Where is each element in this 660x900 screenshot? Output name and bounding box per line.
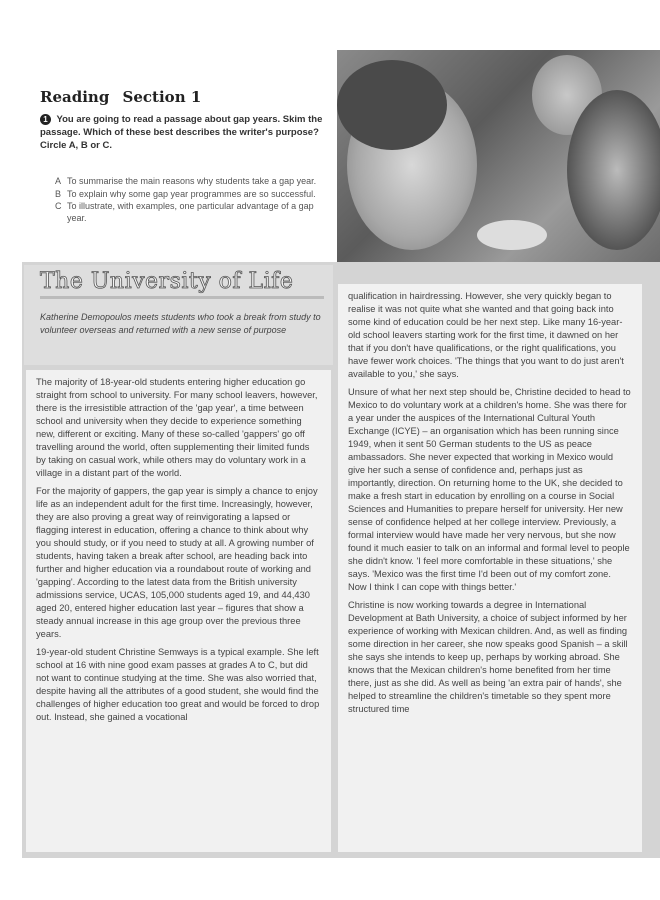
- article-standfirst: Katherine Demopoulos meets students who took a break from study to volunteer overseas and returned with a new sense of purpose: [40, 312, 321, 335]
- question-number-badge: 1: [40, 114, 51, 125]
- students-photo: [337, 50, 660, 266]
- paragraph: Unsure of what her next step should be, Christine decided to head to Mexico to do voluntary work at a children's home. She was there for a year under the auspices of the International Cultural Youth Exchange (ICYE) – an organisation which has been running since 1949, when it sent 50 German students to the US as peace ambassadors. She never expected that working in Mexico would give her such a sense of confidence and, perhaps just as importantly, direction. On returning home to the UK, she decided to make a fresh start in education by enrolling on a course in Social Sciences and Humanities to prepare herself for university. Her new sense of confidence helped at her college interview. Previously, a formal interview would have made her very nervous, but she now found it much easier to talk on an informal and formal level to people she didn't know. 'I feel more comfortable in these situations,' she says. 'Mexico was the first time I'd been out of my comfort zone. Now I think I can cope with things better.': [348, 387, 631, 592]
- paragraph: The majority of 18-year-old students entering higher education go straight from school to university. For many school leavers, however, there is the irresistible attraction of the 'gap year', a time between school and university when they decide to experience something new, different or exciting. Many of these so-called 'gappers' go off travelling around the world, often supplementing their limited funds by taking on casual work, while others may do voluntary work in a village in a distant part of the world.: [36, 377, 318, 478]
- section-heading: [40, 88, 209, 106]
- option-letter: B: [55, 188, 62, 199]
- paragraph: For the majority of gappers, the gap year is simply a chance to enjoy life as an independent adult for the first time. Increasingly, however, they are also proving a great way of reinvigorating a lapsed or flagging interest in education, offering a chance to think about why you should study, or if you need to study at all. A growing number of students, having taken a break after school, are heading back into further and higher education via a roundabout route of working and 'gapping'. According to the latest data from the British university admissions service, UCAS, 105,000 students aged 19, and 44,430 aged 20, entered higher education last year – figures that show a steady annual increase in this age group over the previous three years.: [36, 486, 318, 639]
- right-person: [567, 90, 660, 250]
- option-text: To summarise the main reasons why students take a gap year.: [67, 176, 317, 186]
- section-label: Section 1: [122, 88, 202, 106]
- paragraph: 19-year-old student Christine Semways is a typical example. She left school at 16 with nine good exam passes at grades A to C, but did not want to continue studying at the time. She was also worried that, despite having all the attributes of a good student, she would find the challenges of higher education too great and would be forced to drop out. Instead, she gained a vocational: [36, 647, 320, 722]
- article-column-right: [338, 284, 642, 852]
- paragraph: Christine is now working towards a degree in International Development at Bath University, a choice of subject informed by her experience of working with Mexican children. And, as well as finding some direction in her career, she now speaks good Spanish – a skill she says she intends to keep up, perhaps by working abroad. She knows that the Mexican children's home benefited from her time there, just as she did. As well as being 'an extra pair of hands', she helped to streamline the children's timetable so they spent more structured time: [348, 600, 628, 714]
- article-header: [24, 265, 333, 365]
- option-a[interactable]: [55, 176, 330, 188]
- bowl: [477, 220, 547, 250]
- article-title: The University of Life: [40, 269, 324, 299]
- option-text: To illustrate, with examples, one particular advantage of a gap year.: [67, 201, 314, 223]
- answer-options: [55, 176, 330, 225]
- option-text: To explain why some gap year programmes are so successful.: [67, 188, 316, 199]
- question-1: [40, 113, 325, 152]
- article: [22, 262, 660, 858]
- option-c[interactable]: [55, 201, 330, 224]
- paragraph: qualification in hairdressing. However, she very quickly began to realise it was not quite what she wanted and that going back into some kind of education could be her next step. Like many 16-year-old school leavers starting work for the first time, it dawned on her that if you don't have qualifications, or the right qualifications, you have fewer work choices. 'The things that you want to do just aren't available to you,' she says.: [348, 291, 624, 379]
- article-column-left: [26, 370, 331, 852]
- hair: [337, 60, 447, 150]
- option-letter: C: [55, 201, 62, 211]
- reading-label: Reading: [40, 88, 110, 106]
- option-letter: A: [55, 176, 62, 186]
- option-b[interactable]: [55, 189, 330, 201]
- question-text: You are going to read a passage about gap years. Skim the passage. Which of these best describes the writer's purpose? Circle A, B or C.: [40, 114, 323, 151]
